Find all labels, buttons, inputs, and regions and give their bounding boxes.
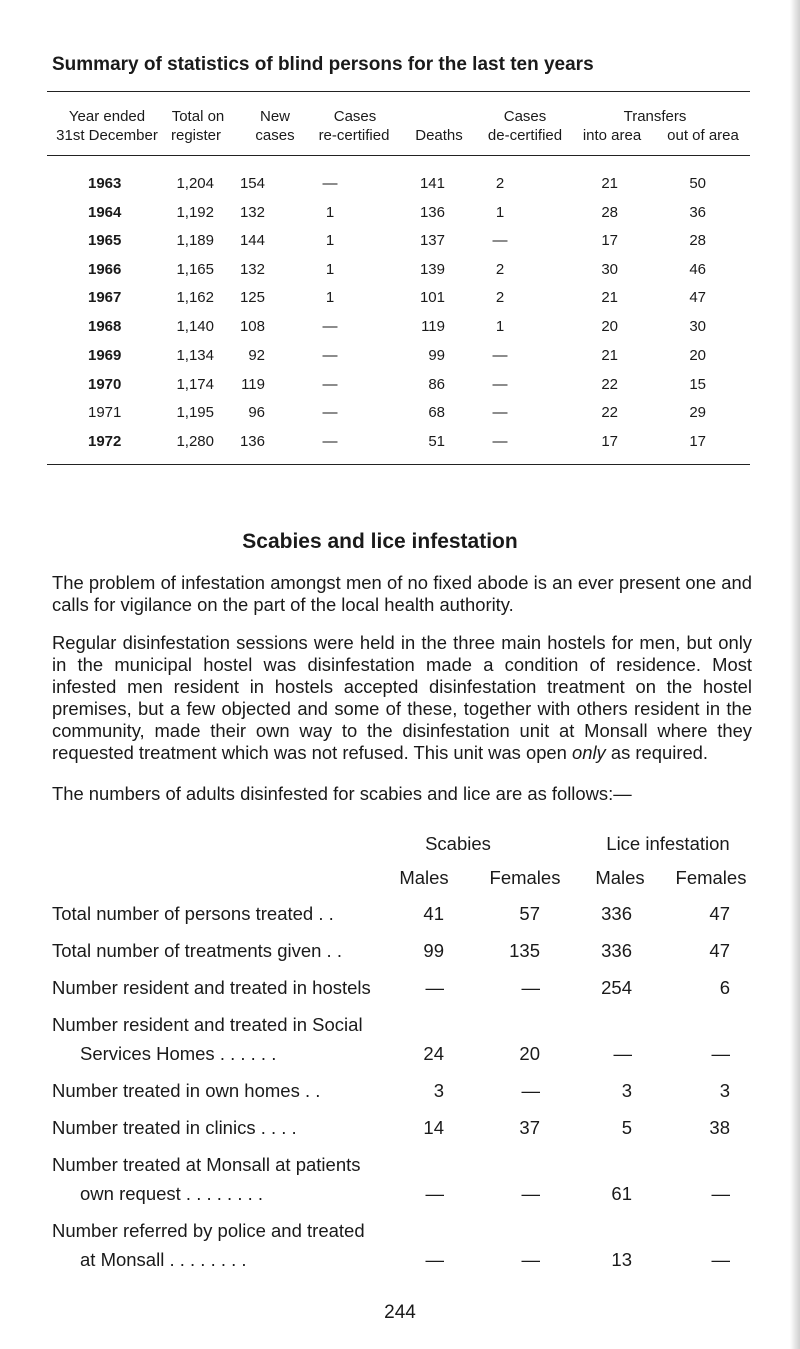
header-total-line1: Total on [171,108,225,125]
cell-out: 29 [689,404,706,421]
cell-into: 17 [601,232,618,249]
cell-lice-males: 336 [601,903,632,924]
cell-scabies-females: 135 [509,940,540,961]
table-bottom-rule [47,464,750,465]
cell-out: 50 [689,175,706,192]
cell-decert: 1 [495,204,505,221]
cell-recert: 1 [325,204,335,221]
cell-scabies-females: 20 [519,1043,540,1064]
cell-into: 30 [601,261,618,278]
row-label: Number treated at Monsall at patients [52,1154,361,1175]
paragraph-sessions [52,632,752,764]
cell-lice-females: — [711,1043,730,1064]
cell-out: 28 [689,232,706,249]
cell-into: 21 [601,289,618,306]
row-label-continued: own request . . . . . . . . [80,1183,264,1204]
section-title-scabies: Scabies and lice infestation [242,530,518,553]
table-header-rule [47,155,750,156]
header-decert-line2: de-certified [487,127,563,144]
cell-into: 21 [601,347,618,364]
col-header-scabies-females: Females [489,867,561,888]
cell-out: 20 [689,347,706,364]
cell-lice-females: — [711,1183,730,1204]
cell-scabies-females: 57 [519,903,540,924]
cell-out: 30 [689,318,706,335]
header-into-area: into area [582,127,642,144]
cell-scabies-males: — [425,1183,444,1204]
group-header-scabies: Scabies [425,833,491,854]
header-recert-line1: Cases [333,108,377,125]
cell-new: 125 [239,289,265,306]
cell-year: 1967 [88,289,122,306]
cell-lice-females: 38 [709,1117,730,1138]
paragraph-numbers-intro: The numbers of adults disinfested for scabies and lice are as follows:— [52,783,632,804]
col-header-scabies-males: Males [399,867,449,888]
header-year-line2: 31st December [56,127,158,144]
cell-lice-males: 254 [601,977,632,998]
cell-lice-males: — [613,1043,632,1064]
cell-out: 36 [689,204,706,221]
cell-scabies-females: — [521,1249,540,1270]
cell-into: 28 [601,204,618,221]
cell-deaths: 139 [419,261,445,278]
cell-into: 17 [601,433,618,450]
header-year-line1: Year ended [68,108,146,125]
cell-deaths: 68 [428,404,445,421]
cell-scabies-females: 37 [519,1117,540,1138]
cell-scabies-males: 99 [423,940,444,961]
cell-lice-females: 6 [719,977,730,998]
cell-decert: 1 [495,318,505,335]
cell-recert: 1 [325,289,335,306]
cell-new: 92 [248,347,265,364]
cell-out: 46 [689,261,706,278]
cell-scabies-females: — [521,1183,540,1204]
cell-total: 1,140 [176,318,214,335]
group-header-lice: Lice infestation [606,833,730,854]
paragraph-problem: The problem of infestation amongst men of no fixed abode is an ever present one and calls for vigilance on the part of the local health authority. [52,572,752,615]
col-header-lice-females: Females [675,867,747,888]
cell-deaths: 101 [419,289,445,306]
row-label: Number resident and treated in hostels [52,977,371,998]
cell-decert: — [492,376,508,393]
cell-lice-males: 13 [611,1249,632,1270]
header-decert-line1: Cases [503,108,547,125]
cell-recert: 1 [325,232,335,249]
page-number: 244 [384,1302,416,1323]
row-label: Number treated in own homes . . [52,1080,321,1101]
col-header-lice-males: Males [595,867,645,888]
cell-scabies-males: — [425,977,444,998]
cell-scabies-males: — [425,1249,444,1270]
row-label: Number treated in clinics . . . . [52,1117,297,1138]
row-label: Total number of persons treated . . [52,903,334,924]
cell-year: 1965 [88,232,122,249]
cell-into: 22 [601,404,618,421]
row-label: Total number of treatments given . . [52,940,342,961]
cell-recert: — [322,318,338,335]
cell-decert: — [492,347,508,364]
cell-recert: — [322,175,338,192]
cell-total: 1,162 [176,289,214,306]
cell-decert: — [492,433,508,450]
cell-new: 136 [239,433,265,450]
cell-scabies-females: — [521,977,540,998]
header-new-line2: cases [255,127,295,144]
cell-new: 154 [239,175,265,192]
row-label-continued: at Monsall . . . . . . . . [80,1249,247,1270]
cell-into: 20 [601,318,618,335]
cell-total: 1,195 [176,404,214,421]
emphasis-only: only [572,742,606,763]
cell-into: 21 [601,175,618,192]
cell-total: 1,280 [176,433,214,450]
cell-total: 1,204 [176,175,214,192]
blind-table-title: Summary of statistics of blind persons for the last ten years [52,54,594,75]
cell-scabies-males: 14 [423,1117,444,1138]
cell-recert: — [322,433,338,450]
cell-out: 15 [689,376,706,393]
cell-scabies-males: 3 [433,1080,444,1101]
paragraph-sessions-end: as required. [610,742,709,763]
cell-deaths: 137 [419,232,445,249]
cell-scabies-males: 41 [423,903,444,924]
cell-year: 1972 [88,433,122,450]
cell-lice-males: 61 [611,1183,632,1204]
cell-year: 1964 [88,204,122,221]
header-new-line1: New [259,108,290,125]
cell-decert: 2 [495,289,505,306]
cell-lice-females: — [711,1249,730,1270]
cell-deaths: 141 [419,175,445,192]
cell-recert: 1 [325,261,335,278]
cell-scabies-females: — [521,1080,540,1101]
cell-total: 1,174 [176,376,214,393]
cell-recert: — [322,376,338,393]
cell-out: 47 [689,289,706,306]
cell-decert: 2 [495,261,505,278]
cell-new: 132 [239,261,265,278]
cell-deaths: 136 [419,204,445,221]
cell-new: 144 [239,232,265,249]
cell-new: 108 [239,318,265,335]
cell-total: 1,165 [176,261,214,278]
cell-year: 1970 [88,376,122,393]
cell-year: 1969 [88,347,122,364]
cell-deaths: 86 [428,376,445,393]
cell-new: 132 [239,204,265,221]
cell-out: 17 [689,433,706,450]
cell-lice-males: 3 [621,1080,632,1101]
cell-year: 1966 [88,261,122,278]
header-deaths: Deaths [415,127,463,144]
cell-recert: — [322,347,338,364]
row-label-continued: Services Homes . . . . . . [80,1043,277,1064]
cell-scabies-males: 24 [423,1043,444,1064]
cell-lice-males: 5 [621,1117,632,1138]
cell-decert: 2 [495,175,505,192]
paragraph-sessions-main: Regular disinfestation sessions were held in the three main hostels for men, but only in the municipal hostel was disinfestation made a condition of residence. Most infested men resident in hostels accepted disinfestation treatment on the hostel premises, but a few objected and some of these, together with others resident in the community, made their own way to the disinfestation unit at Monsall where they requested treatment which was not refused. This unit was open [52,632,752,763]
cell-year: 1968 [88,318,122,335]
cell-lice-females: 47 [709,940,730,961]
cell-lice-females: 47 [709,903,730,924]
cell-recert: — [322,404,338,421]
cell-year: 1963 [88,175,122,192]
cell-lice-females: 3 [719,1080,730,1101]
row-label: Number referred by police and treated [52,1220,365,1241]
cell-lice-males: 336 [601,940,632,961]
cell-new: 96 [248,404,265,421]
cell-new: 119 [241,376,265,393]
header-total-line2: register [170,127,222,144]
row-label: Number resident and treated in Social [52,1014,363,1035]
cell-decert: — [492,232,508,249]
cell-decert: — [492,404,508,421]
cell-total: 1,134 [176,347,214,364]
cell-deaths: 119 [421,318,445,335]
header-out-of-area: out of area [667,127,739,144]
cell-deaths: 99 [428,347,445,364]
cell-year: 1971 [88,404,122,421]
header-transfers: Transfers [623,108,687,125]
header-recert-line2: re-certified [318,127,390,144]
cell-total: 1,189 [176,232,214,249]
cell-into: 22 [601,376,618,393]
cell-total: 1,192 [176,204,214,221]
page-edge-shadow [790,0,800,1349]
cell-deaths: 51 [428,433,445,450]
table-top-rule [47,91,750,92]
